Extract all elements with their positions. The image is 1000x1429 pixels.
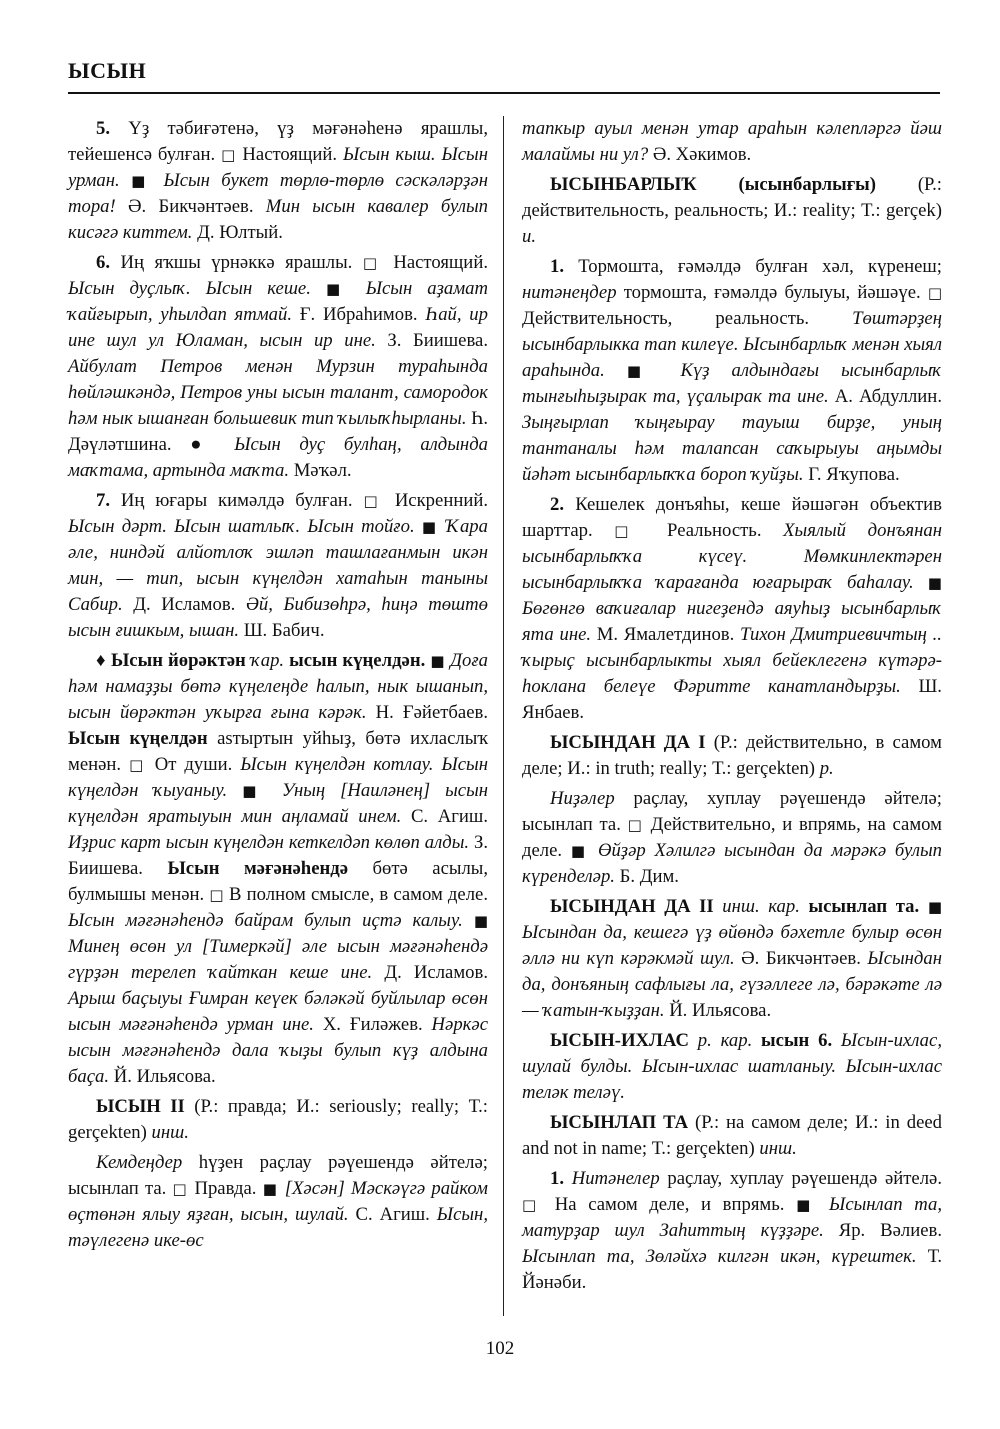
text-run: Ысын күңелдән	[68, 728, 208, 749]
text-run: тормошта, ғәмәлдә булыуы, йәшәүе.	[616, 282, 928, 303]
text-run: Үҙ тәбиғәтенә, үҙ мәғәнәһенә ярашлы, тейешенсә булған.	[68, 118, 488, 165]
text-run: М. Ямалетдинов.	[591, 624, 741, 645]
text-run: Өйҙәр Хәлилгә ысындан да мәрәкә булып күренделәр.	[522, 840, 942, 887]
text-run: Искренний.	[383, 490, 488, 511]
text-run: 7.	[96, 490, 111, 511]
marker-glyph: □	[522, 1196, 544, 1214]
marker-glyph: □	[172, 1180, 189, 1198]
text-run: ЫСЫНДАН ДА I	[550, 732, 706, 753]
text-run: Д. Юлтый.	[192, 222, 283, 243]
text-run: С. Агиш.	[401, 806, 488, 827]
text-run: Нәркәс ысын мәғәнәһендә дала ҡыҙы булып күҙ алдына баҫа.	[68, 1014, 488, 1087]
marker-glyph: ■	[227, 782, 282, 800]
text-run: ЫСЫН-ИХЛАС	[550, 1030, 689, 1051]
dictionary-paragraph	[522, 1110, 942, 1162]
text-run: Иң яҡшы үрнәккә ярашлы.	[110, 252, 363, 273]
marker-glyph: □	[362, 254, 383, 272]
text-run: Бөгөнгө ваҡиғалар нигеҙендә аяуһыҙ ысынбарлыҡ ята ине.	[522, 598, 942, 645]
marker-glyph: □	[221, 146, 237, 164]
text-run: Мин ысын кавалер булып кисәгә киттем.	[68, 196, 488, 243]
text-run: ЫСЫНЛАП ТА	[550, 1112, 689, 1133]
right-column	[522, 116, 942, 1300]
text-run: С. Агиш.	[348, 1204, 437, 1225]
marker-glyph: ■	[310, 280, 366, 298]
dictionary-paragraph	[522, 492, 942, 726]
text-run: раҫлау, хуплау рәүешендә әйтелә; ысынлап та.	[522, 788, 942, 835]
text-run: Ш. Янбаев.	[522, 676, 942, 723]
text-run: Х. Ғиләжев.	[313, 1014, 432, 1035]
page-number: 102	[485, 1338, 515, 1359]
text-run: (Р.: на самом деле; И.: in deed and not in name; Т.: gerçekten)	[522, 1112, 942, 1159]
text-run: ысынлап та.	[799, 896, 920, 917]
text-run: Й. Ильясова.	[109, 1066, 216, 1087]
dictionary-paragraph	[68, 116, 488, 246]
text-run: В полном смысле, в самом деле.	[223, 884, 488, 905]
marker-glyph: □	[627, 816, 644, 834]
dictionary-paragraph	[522, 786, 942, 890]
text-run: 1.	[550, 1168, 565, 1189]
text-run: От души.	[146, 754, 241, 775]
marker-glyph: □	[209, 886, 224, 904]
text-run: Ысын букет төрлө-төрлө сәскәләрҙән тора!	[68, 170, 488, 217]
text-run: Иң юғары кимәлдә булған.	[110, 490, 364, 511]
text-run: Ниmәнелер	[571, 1168, 660, 1189]
text-run: раҫлау, хуплау рәүешендә әйтелә.	[659, 1168, 942, 1189]
text-run: (Р.: правда; И.: seriously; really; Т.: gerçekten)	[68, 1096, 488, 1143]
text-run: ниmәнеңдер	[522, 282, 617, 303]
dictionary-paragraph	[68, 250, 488, 484]
text-run: ЫСЫН II	[96, 1096, 185, 1117]
text-run: Кемдеңдер	[96, 1152, 183, 1173]
text-run: Ысындан да, кешегә үҙ өйөндә бәхетле булыр өсөн әллә ни күп кәрәкмәй шул.	[522, 922, 942, 969]
text-run: Әй, Бибизөһрә, һиңә төштө ысын ғишкым, ышан.	[68, 594, 489, 641]
marker-glyph: □	[363, 492, 384, 510]
text-run	[564, 1168, 572, 1189]
text-run: Ысынлап та, Зөләйхә килгән икән, күрештек.	[522, 1246, 917, 1267]
page-header	[68, 58, 940, 94]
text-run: [Хәсән] Мәскәүгә райком өҫтөнән ялыу яҙған, ысын, шулай.	[68, 1178, 488, 1225]
text-run: ЫСЫНБАРЛЫҠ (ысынбарлығы)	[550, 174, 876, 195]
text-run: ♦ Ысын йөрәктән	[96, 650, 246, 671]
text-run: Г. Яҡупова.	[803, 464, 900, 485]
text-run: Ысынлап та, матурҙар шул Заһиттың күҙҙәре.	[522, 1194, 942, 1241]
marker-glyph: ■	[119, 172, 164, 190]
text-run: 2.	[550, 494, 565, 515]
dictionary-paragraph	[522, 1028, 942, 1106]
text-run: Ысын-ихлас, шулай булды. Ысын-ихлас шатланыу. Ысын-ихлас теләк теләү.	[522, 1030, 942, 1103]
dictionary-paragraph	[522, 1166, 942, 1296]
text-run: Действительно, и впрямь, на самом деле.	[522, 814, 942, 861]
text-run: Ысын кыш. Ысын урман.	[68, 144, 488, 191]
text-run: Уның [Наиләнең] ысын күңелдән яратыуын мин аңламай инем.	[68, 780, 488, 827]
text-run: Зыңғырлап ҡыңғырау тауыш бирҙе, уның тантаналы һәм талапсан саҡырыуы аңымды йәһәт ысынбарлыҡҡа бороп ҡуйҙы.	[522, 412, 942, 485]
text-run: Настоящий.	[236, 144, 343, 165]
dictionary-paragraph	[68, 1094, 488, 1146]
text-run: Ә. Бикчәнтәев.	[115, 196, 266, 217]
text-run: Ә. Бикчәнтәев.	[734, 948, 868, 969]
text-run: asтыртын уйһыҙ, бөтә ихласлыҡ менән.	[68, 728, 488, 775]
text-run: Т. Йәнәби.	[522, 1246, 942, 1293]
text-run: Ғ. Ибраһимов.	[292, 304, 426, 325]
text-run: Иҙрис карт ысын күңелдән кеткелдәп көлөп алды.	[68, 832, 470, 853]
text-run: Айбулат Петров менән Мурзин тураһында һөйләшкәндә, Петров уны ысын талант, самородок һәм нык ышанған большевик тип ҡылыҡһырланы.	[68, 356, 488, 429]
text-run: Ысын аҙамат ҡайғырып, уһылдап ятмай.	[68, 278, 488, 325]
running-head: ЫСЫН	[68, 58, 147, 83]
text-run: Ысындан да, донъяның сафлығы ла, гүзәллеге лә, бәрәкәте лә — ҡатын-ҡыҙҙан.	[522, 948, 942, 1021]
text-run: (Р.: действительность, реальность; И.: reality; Т.: gerçek)	[522, 174, 942, 221]
text-run: инш.	[759, 1138, 797, 1159]
text-run: Тихон Дмитриевичтың .. ҡырыҫ ысынбарлыкты хыял бейеклегенә күтәрә-һоклана белеүе Фәритте канатландырҙы.	[522, 624, 942, 697]
text-run: ысын күңелдән.	[284, 650, 426, 671]
dictionary-paragraph	[68, 648, 488, 1090]
text-run: З. Биишева.	[375, 330, 489, 351]
marker-glyph: ■	[425, 652, 451, 670]
text-run: Ысын дуҫлыҡ. Ысын кеше.	[68, 278, 311, 299]
text-run: һүҙен раҫлау рәүешендә әйтелә; ысынлап та.	[68, 1152, 488, 1199]
text-run: тапкыр ауыл менән утар араһын кәлепләргә йәш малаймы ни ул?	[522, 118, 942, 165]
dictionary-paragraph	[522, 116, 942, 168]
marker-glyph: ■	[913, 574, 942, 592]
text-run: Д. Исламов.	[372, 962, 489, 983]
text-run: Һ. Дәүләтшина. ●	[68, 408, 488, 455]
text-run: Б. Дим.	[614, 866, 679, 887]
text-run: Ысын күңелдән котлау. Ысын күңелдән ҡыуаныу.	[68, 754, 488, 801]
text-run: Настоящий.	[382, 252, 488, 273]
text-run: Ысын дәрт. Ысын шатлыҡ. Ысын тойғо.	[68, 516, 415, 537]
marker-glyph: ■	[784, 1196, 830, 1214]
text-run: А. Абдуллин.	[828, 386, 942, 407]
text-run: р.	[819, 758, 834, 779]
text-run: Төштәрҙең ысынбарлыкка тап килеүе. Ысынбарлыҡ менән хыял араһында.	[522, 308, 942, 381]
text-run: Кешелек донъяһы, кеше йәшәгән объектив шарттар.	[522, 494, 942, 541]
text-run: Ысын мәғәнәһендә байрам булып иҫтә калыу.	[68, 910, 463, 931]
text-run: Действительность, реальность.	[522, 308, 853, 329]
marker-glyph: □	[614, 522, 646, 540]
text-run: Һай, ир ине шул ул Юламан, ысын ир ине.	[68, 304, 488, 351]
text-run: бөтә асылы, булмышы менән.	[68, 858, 488, 905]
text-run: Арыш баҫыуы Ғимран кеүек бәләкәй буйлылар өсөн ысын мәғәнәһендә урман ине.	[68, 988, 488, 1035]
text-run: Й. Ильясова.	[664, 1000, 772, 1021]
column-divider	[503, 116, 504, 1316]
text-run: Ысын, тәүлегенә ике-өс	[68, 1204, 488, 1251]
dictionary-paragraph	[522, 254, 942, 488]
text-run: Күҙ алдындағы ысынбарлыҡ тынғыһыҙырак та, үҫалырак та ине.	[522, 360, 942, 407]
text-run: Н. Ғәйетбаев.	[366, 702, 488, 723]
dictionary-paragraph	[68, 488, 488, 644]
text-run: 6.	[96, 252, 111, 273]
text-run: инш.	[151, 1122, 189, 1143]
text-run: Мәҡәл.	[289, 460, 352, 481]
marker-glyph: ■	[462, 912, 488, 930]
dictionary-paragraph	[522, 894, 942, 1024]
text-run: Ш. Бабич.	[239, 620, 325, 641]
text-run: 1.	[550, 256, 565, 277]
marker-glyph: ■	[919, 898, 942, 916]
text-run: ҡар.	[245, 650, 285, 671]
text-run: Ә. Хәкимов.	[648, 144, 752, 165]
dictionary-paragraph	[522, 172, 942, 250]
text-run: инш. кар.	[713, 896, 800, 917]
text-run: р. кар.	[688, 1030, 753, 1051]
text-run: З. Биишева.	[68, 832, 488, 879]
marker-glyph: ■	[256, 1180, 285, 1198]
text-run: и.	[522, 226, 537, 247]
left-column	[68, 116, 488, 1258]
marker-glyph: ■	[562, 842, 598, 860]
dictionary-paragraph	[68, 1150, 488, 1254]
text-run: Ҡара әле, ниндәй алйотлоҡ эшләп ташлағанмын икән мин, — тип, ысын күңелдән хатаһын таныны Сабир.	[68, 516, 488, 615]
text-run: Реальность.	[645, 520, 784, 541]
text-run: (Р.: действительно, в самом деле; И.: in truth; really; Т.: gerçekten)	[522, 732, 942, 779]
text-run: Тормошта, ғәмәлдә булған хәл, күренеш;	[564, 256, 942, 277]
text-run: 5.	[96, 118, 111, 139]
text-run: Ниҙәлер	[550, 788, 615, 809]
text-run: ысын 6.	[752, 1030, 833, 1051]
marker-glyph: ■	[604, 362, 681, 380]
dictionary-paragraph	[522, 730, 942, 782]
text-run: Ысын мәғәнәһендә	[167, 858, 349, 879]
text-run: Хыялый донъянан ысынбарлыҡҡа күсеү. Мөмкинлектәрен ысынбарлыҡҡа ҡарағанда юғарыраҡ баһалау.	[522, 520, 942, 593]
text-run: Минең өсөн ул [Тимеркәй] әле ысын мәғәнәһендә гүрҙән терелеп ҡайткан кеше ине.	[68, 936, 488, 983]
text-run: Правда.	[188, 1178, 257, 1199]
text-run: ЫСЫНДАН ДА II	[550, 896, 714, 917]
text-run: Д. Исламов.	[122, 594, 246, 615]
marker-glyph: □	[129, 756, 147, 774]
text-run: На самом деле, и впрямь.	[543, 1194, 785, 1215]
marker-glyph: ■	[414, 518, 446, 536]
text-run: Доға һәм намаҙҙы бөтә күңелеңде һалып, нык ышанып, ысын йөрәктән уҡырға ғына кәрәк.	[68, 650, 488, 723]
text-run: Ысын дуҫ булһаң, алдында маҡтама, артында маҡта.	[68, 434, 488, 481]
marker-glyph: □	[927, 284, 942, 302]
text-run: Яр. Вәлиев.	[823, 1220, 942, 1241]
